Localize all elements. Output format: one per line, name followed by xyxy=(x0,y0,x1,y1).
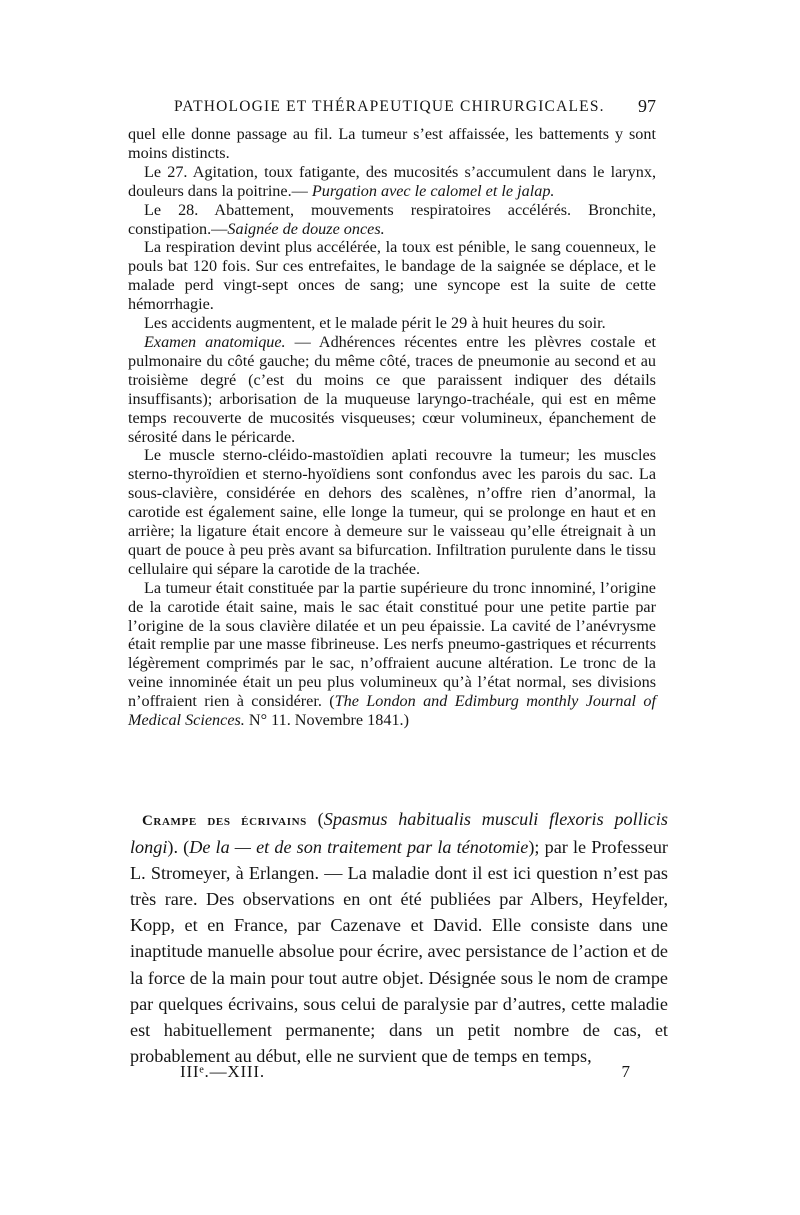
title-open: ( xyxy=(306,809,324,829)
day-27-text: Le 27. Agitation, toux fatigante, des mucosités s’accumulent dans le larynx, douleurs dans la poitrine.— xyxy=(128,162,656,200)
page-footer xyxy=(180,1062,630,1088)
autopsy-text: — Adhérences récentes entre les plèvres costale et pulmonaire du côté gauche; du même côté, traces de pneumonie au second et au troisième degré (c’est du moins ce que paraissent indiquer des détails insuffisants); arborisation de la muqueuse laryngo-trachéale, qui est en même temps recouverte de mucosités visqueuses; cœur volumineux, épanchement de sérosité dans le péricarde. xyxy=(128,332,656,446)
paragraph-death: Les accidents augmentent, et le malade périt le 29 à huit heures du soir. xyxy=(144,314,606,333)
day-27-treatment: Purgation avec le calomel et le jalap. xyxy=(311,181,555,200)
article-writers-cramp xyxy=(130,806,668,1069)
paragraph-continuation: quel elle donne passage au fil. La tumeur s’est affaissée, les battements y sont moins distincts. xyxy=(128,125,656,162)
article-subtitle: De la — et de son traitement par la ténotomie xyxy=(189,837,529,858)
day-28-text: Le 28. Abattement, mouvements respiratoires accélérés. Bronchite, constipation.— xyxy=(128,200,656,238)
journal-citation: The London and Edimburg monthly Journal of Medical Sciences. xyxy=(128,692,656,730)
case-report xyxy=(128,125,656,730)
paragraph-respiration: La respiration devint plus accélérée, la toux est pénible, le sang couenneux, le pouls bat 120 fois. Sur ces entrefaites, le bandage de la saignée se déplace, et le malade perd vingt-sept onces de sang; une syncope est la suite de cette hémorrhagie. xyxy=(128,238,656,314)
article-heading: Crampe des écrivains xyxy=(142,813,307,829)
article-text: ); par le Professeur L. Stromeyer, à Erlangen. — La maladie dont il est ici question n’est pas très rare. Des observations en ont été publiées par Albers, Heyfelder, Kopp, et en France, par Cazenave et David. Elle consiste dans une inaptitude manuelle absolue pour écrire, avec persistance de l’action et de la force de la main pour tout autre objet. Désignée sous le nom de crampe par quelques écrivains, sous celui de paralysie par d’autres, cette maladie est habituellement permanente; dans un petit nombre de cas, et probablement au début, elle ne survient que de temps en temps, xyxy=(130,837,668,1066)
article-paragraph xyxy=(130,806,668,1069)
sheet-number: 7 xyxy=(621,1062,630,1081)
title-close: ). ( xyxy=(167,837,190,858)
page-header xyxy=(128,96,656,120)
day-28-treatment: Saignée de douze onces. xyxy=(227,219,385,238)
tumor-text: La tumeur était constituée par la partie supérieure du tronc innominé, l’origine de la carotide était saine, mais le sac était constitué pour une petite partie par l’origine de la sous clavière dilatée et un peu épaissie. La cavité de l’anévrysme était remplie par une masse fibrineuse. Les nerfs pneumo-gastriques et récurrents légèrement comprimés par le sac, n’offraient aucune altération. Le tronc de la veine innominée était un peu plus volumineux qu’à l’état normal, ses divisions n’offraient rien à considérer. ( xyxy=(128,578,656,711)
paragraph-autopsy xyxy=(128,333,656,446)
page-number: 97 xyxy=(638,96,656,116)
paragraph-muscles: Le muscle sterno-cléido-mastoïdien aplati recouvre la tumeur; les muscles sterno-thyroïdien et sterno-hyoïdiens sont confondus avec les parois du sac. La sous-clavière, considérée en dehors des scalènes, n’offre rien d’anormal, la carotide est également saine, elle longe la tumeur, qui se prolonge en haut et en arrière; la ligature était encore à demeure sur le vaisseau qu’elle étreignait à un quart de pouce à peu près avant sa bifurcation. Infiltration purulente dans le tissu cellulaire qui sépare la carotide de la trachée. xyxy=(128,446,656,578)
running-title: PATHOLOGIE ET THÉRAPEUTIQUE CHIRURGICALES. xyxy=(174,98,605,115)
signature-mark: IIIᵉ.—XIII. xyxy=(180,1062,265,1081)
paragraph-day-28 xyxy=(128,201,656,239)
autopsy-heading: Examen anatomique. xyxy=(144,332,286,351)
citation-end: N° 11. Novembre 1841.) xyxy=(244,711,409,730)
paragraph-day-27 xyxy=(128,163,656,201)
article-latin-title: Spasmus habitualis musculi flexoris pollicis longi xyxy=(130,809,669,858)
paragraph-tumor xyxy=(128,579,656,730)
